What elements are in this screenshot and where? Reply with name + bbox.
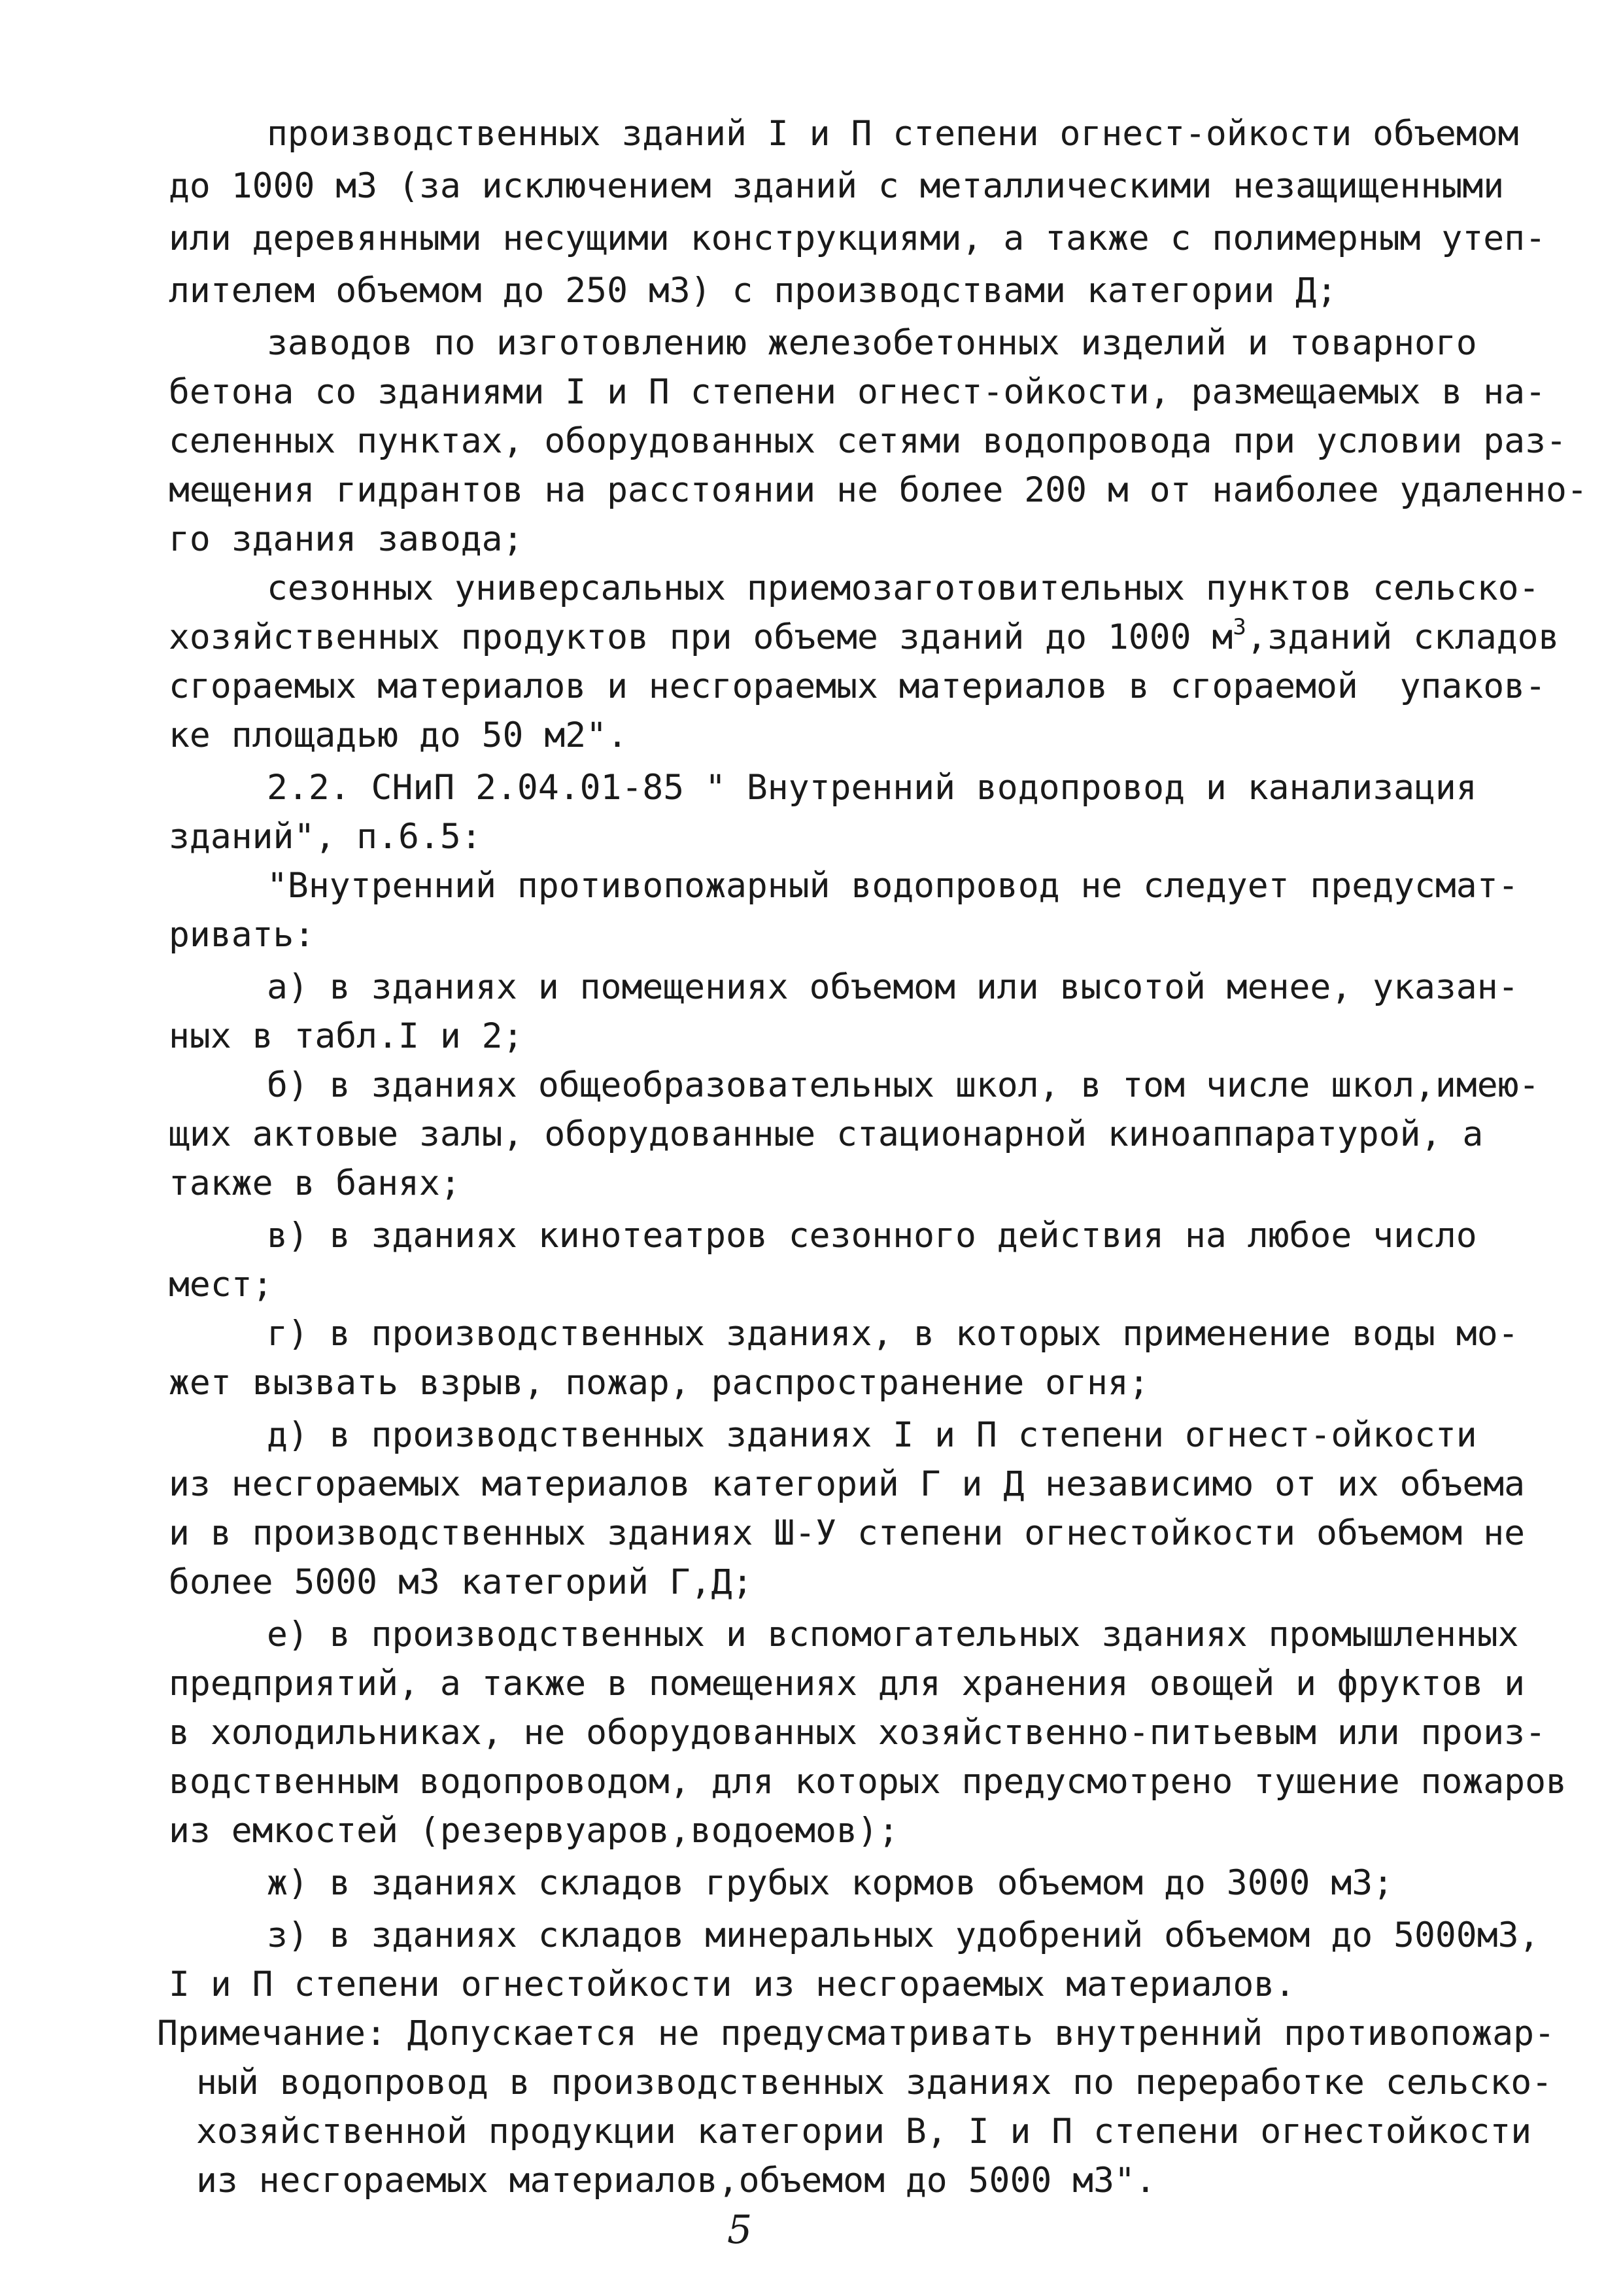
text-line-12: сгораемых материалов и несгораемых материалов в сгораемой упаков-: [169, 666, 1546, 706]
text-line-10: сезонных универсальных приемозаготовительных пунктов сельско-: [267, 568, 1540, 608]
text-line-27: д) в производственных зданиях I и П степени огнест-ойкости: [267, 1415, 1477, 1455]
text-line-26: жет вызвать взрыв, пожар, распространение огня;: [169, 1363, 1150, 1403]
page-number: 5: [727, 2207, 753, 2253]
superscript-3: 3: [1233, 614, 1246, 640]
text-line-11-tail: ,зданий складов: [1246, 617, 1560, 657]
text-line-20: б) в зданиях общеобразовательных школ, в том числе школ,имею-: [267, 1065, 1540, 1105]
text-line-34: водственным водопроводом, для которых предусмотрено тушение пожаров: [169, 1762, 1567, 1802]
text-line-22: также в банях;: [169, 1163, 461, 1203]
text-line-8: мещения гидрантов на расстоянии не более 200 м от наиболее удаленно-: [169, 470, 1588, 510]
note-line-2: ный водопровод в производственных зданиях по переработке сельско-: [196, 2063, 1553, 2102]
text-line-16: "Внутренний противопожарный водопровод не следует предусмат-: [267, 866, 1519, 906]
text-line-25: г) в производственных зданиях, в которых применение воды мо-: [267, 1314, 1519, 1354]
text-line-24: мест;: [169, 1265, 273, 1305]
text-line-21: щих актовые залы, оборудованные стационарной киноаппаратурой, а: [169, 1114, 1484, 1154]
text-line-11: [169, 615, 1559, 664]
note-line-1: Примечание: Допускается не предусматривать внутренний противопожар-: [157, 2013, 1555, 2053]
text-line-18: а) в зданиях и помещениях объемом или высотой менее, указан-: [267, 967, 1519, 1007]
text-line-9: го здания завода;: [169, 519, 524, 559]
text-line-19: ных в табл.I и 2;: [169, 1016, 524, 1056]
text-line-28: из несгораемых материалов категорий Г и Д независимо от их объема: [169, 1464, 1526, 1504]
text-line-38: I и П степени огнестойкости из несгораемых материалов.: [169, 1964, 1296, 2004]
text-line-3: или деревянными несущими конструкциями, а также с полимерным утеп-: [169, 218, 1546, 258]
text-line-13: ке площадью до 50 м2".: [169, 715, 628, 755]
text-line-29: и в производственных зданиях Ш-У степени огнестойкости объемом не: [169, 1513, 1526, 1553]
text-line-23: в) в зданиях кинотеатров сезонного действия на любое число: [267, 1216, 1477, 1256]
text-line-4: лителем объемом до 250 м3) с производствами категории Д;: [169, 271, 1337, 311]
text-line-35: из емкостей (резервуаров,водоемов);: [169, 1811, 899, 1851]
text-line-2: до 1000 м3 (за исключением зданий с металлическими незащищенными: [169, 166, 1505, 206]
text-line-6: бетона со зданиями I и П степени огнест-ойкости, размещаемых в на-: [169, 372, 1546, 412]
text-line-36: ж) в зданиях складов грубых кормов объемом до 3000 м3;: [267, 1863, 1394, 1903]
text-line-15: зданий", п.6.5:: [169, 817, 482, 857]
note-line-4: из несгораемых материалов,объемом до 5000 м3".: [196, 2161, 1156, 2201]
text-line-31: е) в производственных и вспомогательных зданиях промышленных: [267, 1615, 1519, 1654]
text-line-17: ривать:: [169, 915, 315, 955]
text-line-1: производственных зданий I и П степени огнест-ойкости объемом: [267, 114, 1519, 154]
text-line-7: селенных пунктах, оборудованных сетями водопровода при условии раз-: [169, 421, 1567, 461]
text-line-30: более 5000 м3 категорий Г,Д;: [169, 1562, 753, 1602]
text-line-14: 2.2. СНиП 2.04.01-85 " Внутренний водопровод и канализация: [267, 768, 1477, 808]
text-line-32: предприятий, а также в помещениях для хранения овощей и фруктов и: [169, 1664, 1526, 1704]
note-line-3: хозяйственной продукции категории В, I и П степени огнестойкости: [196, 2112, 1532, 2151]
text-line-33: в холодильниках, не оборудованных хозяйственно-питьевым или произ-: [169, 1713, 1546, 1753]
text-line-37: з) в зданиях складов минеральных удобрений объемом до 5000м3,: [267, 1915, 1540, 1955]
text-line-11-main: хозяйственных продуктов при объеме зданий до 1000 м: [169, 617, 1233, 657]
text-line-5: заводов по изготовлению железобетонных изделий и товарного: [267, 323, 1477, 363]
